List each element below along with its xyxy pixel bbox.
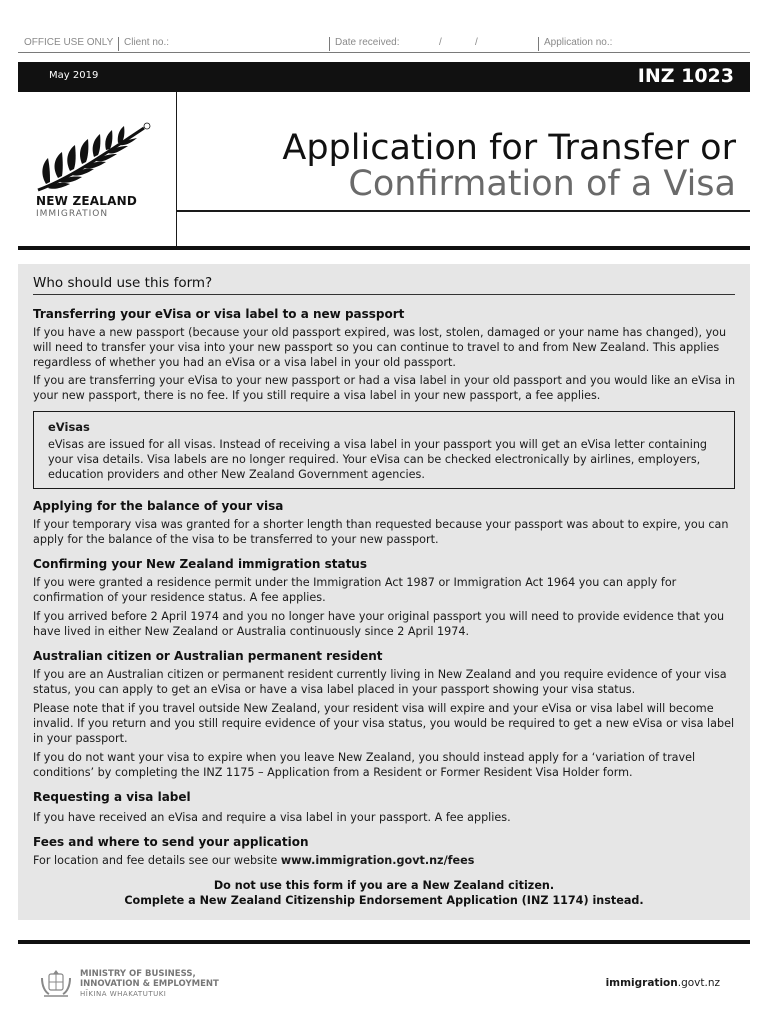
- evisas-heading: eVisas: [48, 420, 90, 434]
- paragraph: If you have received an eVisa and require a visa label in your passport. A fee applies.: [33, 811, 511, 824]
- header-bottom-rule: [18, 246, 750, 250]
- evisas-body: eVisas are issued for all visas. Instead of receiving a visa label in your passport you will get an eVisa letter containing your visa details. Visa labels are no longer required. Your eVisa can be checked electronically by airlines, employers, education providers and other New Zealand Government agencies.: [48, 438, 708, 481]
- brand-subtitle: IMMIGRATION: [36, 209, 109, 219]
- citizen-note-line-1: Do not use this form if you are a New Zealand citizen.: [213, 879, 555, 892]
- office-use-strip: [18, 34, 750, 53]
- paragraph: If you do not want your visa to expire when you leave New Zealand, you should instead apply for a ‘variation of travel conditions’ by completing the INZ 1175 – Application from a Resident or Former Resident Visa Holder form.: [33, 751, 696, 779]
- ministry-maori-name: HĪKINA WHAKATUTUKI: [80, 990, 167, 998]
- fees-link[interactable]: www.immigration.govt.nz/fees: [280, 854, 475, 867]
- section-heading-australian: Australian citizen or Australian permanent resident: [33, 649, 383, 663]
- office-use-label: OFFICE USE ONLY: [24, 37, 114, 48]
- section-heading-confirm-status: Confirming your New Zealand immigration status: [33, 557, 367, 571]
- paragraph: If you are transferring your eVisa to your new passport or had a visa label in your old passport and you would like an eVisa in your new passport, there is no fee. If you still require a visa label in your new passport, a fee applies.: [33, 374, 736, 402]
- paragraph-fees: [33, 853, 738, 868]
- silver-fern-icon: [36, 122, 151, 192]
- form-date: May 2019: [49, 70, 99, 81]
- section-heading-transfer: Transferring your eVisa or visa label to a new passport: [33, 307, 405, 321]
- date-slash: /: [439, 37, 442, 48]
- page-title-line-2: Confirmation of a Visa: [348, 164, 736, 204]
- date-slash: /: [475, 37, 478, 48]
- footer-url-rest: .govt.nz: [677, 977, 720, 989]
- ministry-name-line-2: INNOVATION & EMPLOYMENT: [80, 979, 219, 989]
- footer-rule: [18, 940, 750, 944]
- date-received-label: Date received:: [335, 37, 400, 48]
- panel-heading: Who should use this form?: [33, 275, 213, 291]
- divider: [329, 37, 330, 51]
- footer-website-link[interactable]: [606, 977, 720, 989]
- form-code: INZ 1023: [637, 65, 734, 87]
- paragraph: If you are an Australian citizen or permanent resident currently living in New Zealand and you require evidence of your visa status, you can apply to get an eVisa or have a visa label placed in your passport showing your visa status.: [33, 668, 727, 696]
- divider: [538, 37, 539, 51]
- header-bar: [18, 62, 750, 92]
- evisas-callout-box: [33, 411, 735, 489]
- panel-heading-rule: [33, 294, 735, 295]
- ministry-name-line-1: MINISTRY OF BUSINESS,: [80, 969, 196, 979]
- citizen-note-line-2: Complete a New Zealand Citizenship Endorsement Application (INZ 1174) instead.: [124, 894, 644, 907]
- paragraph: If your temporary visa was granted for a shorter length than requested because your passport was about to expire, you can apply for the balance of the visa to be transferred to your new passport.: [33, 518, 729, 546]
- client-no-label: Client no.:: [124, 37, 170, 48]
- divider: [118, 37, 119, 51]
- brand-name: NEW ZEALAND: [36, 194, 137, 208]
- paragraph: If you arrived before 2 April 1974 and you no longer have your original passport you will need to provide evidence that you have lived in either New Zealand or Australia continuously since 2 April 1974.: [33, 610, 725, 638]
- title-divider: [176, 210, 750, 212]
- nz-coat-of-arms-icon: [38, 968, 74, 1000]
- section-heading-visa-label: Requesting a visa label: [33, 790, 191, 804]
- application-no-label: Application no.:: [544, 37, 613, 48]
- paragraph: Please note that if you travel outside New Zealand, your resident visa will expire and your eVisa or visa label will become invalid. If you return and you still require evidence of your visa status, you would be required to get a new eVisa or visa label in your passport.: [33, 702, 735, 745]
- section-heading-balance: Applying for the balance of your visa: [33, 499, 284, 513]
- fees-text: For location and fee details see our website: [33, 854, 281, 867]
- page-title-line-1: Application for Transfer or: [282, 128, 736, 168]
- footer-url-bold: immigration: [605, 977, 678, 989]
- paragraph: If you have a new passport (because your old passport expired, was lost, stolen, damaged or your name has changed), you will need to transfer your visa into your new passport so you can continue to travel to and from New Zealand. This applies regardless of whether you had an eVisa or a visa label in your old passport.: [33, 326, 727, 369]
- section-heading-fees: Fees and where to send your application: [33, 835, 309, 849]
- logo-column: [18, 92, 177, 247]
- paragraph: If you were granted a residence permit under the Immigration Act 1987 or Immigration Act 1964 you can apply for confirmation of your residence status. A fee applies.: [33, 576, 677, 604]
- who-should-use-panel: [18, 264, 750, 920]
